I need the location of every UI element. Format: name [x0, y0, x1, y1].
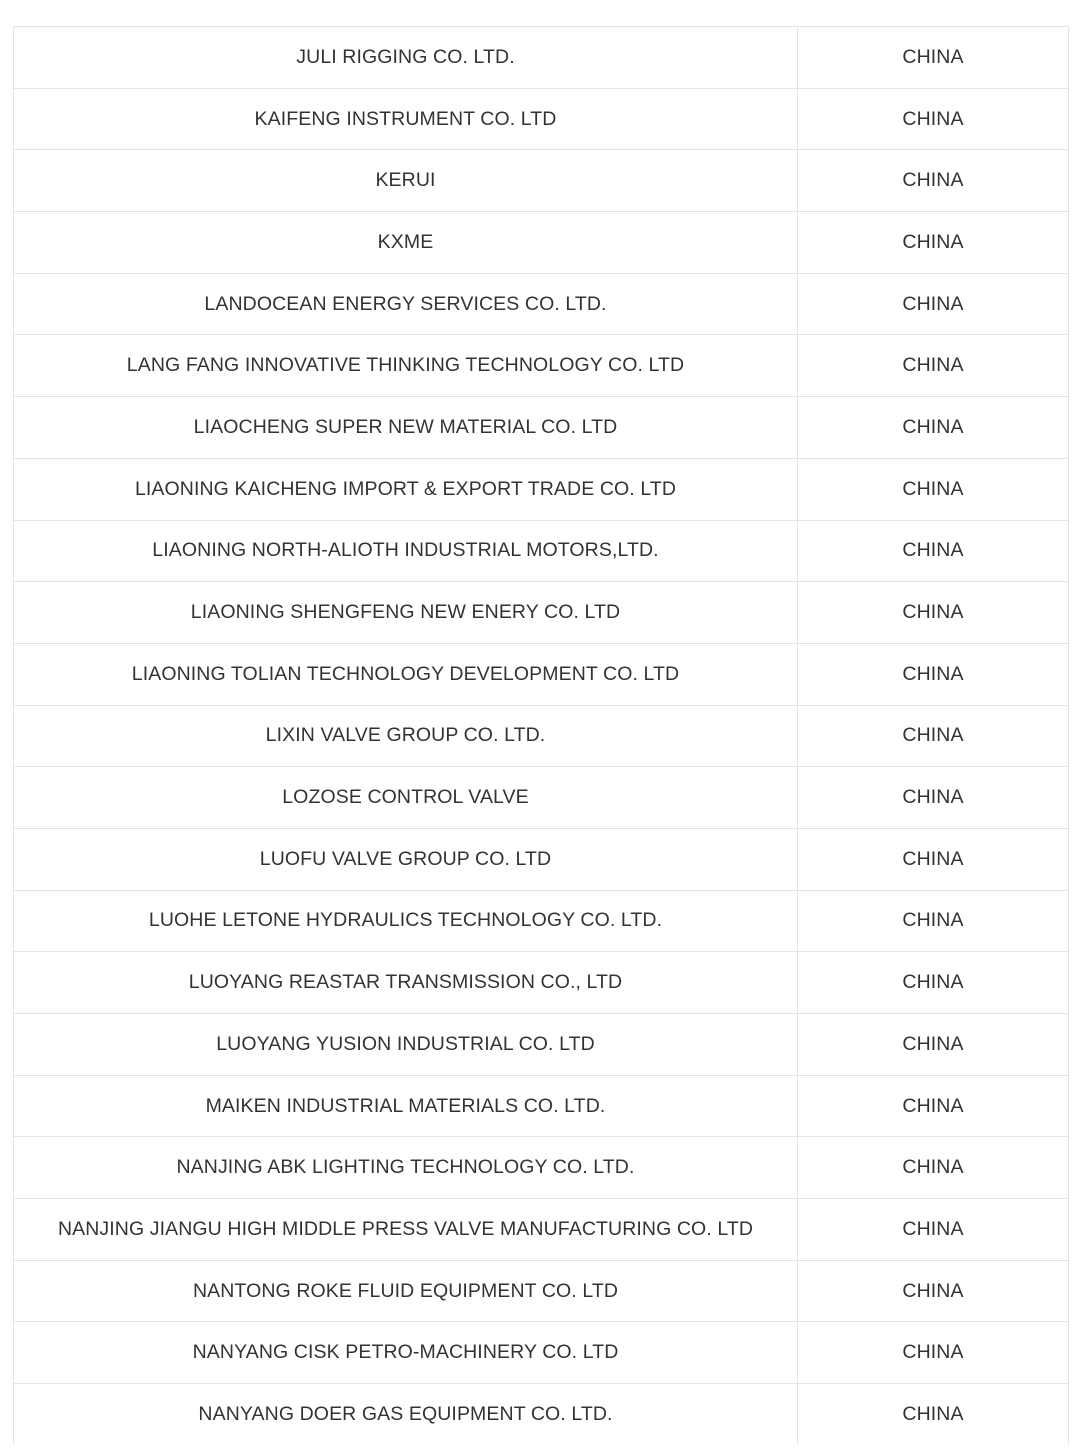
country-cell: CHINA	[798, 27, 1069, 89]
country-cell: CHINA	[798, 890, 1069, 952]
company-cell: LUOFU VALVE GROUP CO. LTD	[14, 828, 798, 890]
company-cell: NANYANG DOER GAS EQUIPMENT CO. LTD.	[14, 1384, 798, 1445]
table-row	[14, 1322, 1069, 1384]
table-row	[14, 1137, 1069, 1199]
company-cell: LANG FANG INNOVATIVE THINKING TECHNOLOGY CO. LTD	[14, 335, 798, 397]
table-row	[14, 1014, 1069, 1076]
table-row	[14, 952, 1069, 1014]
company-cell: MAIKEN INDUSTRIAL MATERIALS CO. LTD.	[14, 1075, 798, 1137]
country-cell: CHINA	[798, 1199, 1069, 1261]
company-cell: LIAOCHENG SUPER NEW MATERIAL CO. LTD	[14, 397, 798, 459]
company-cell: KERUI	[14, 150, 798, 212]
country-cell: CHINA	[798, 520, 1069, 582]
country-cell: CHINA	[798, 397, 1069, 459]
table-row	[14, 212, 1069, 274]
company-cell: LIAONING SHENGFENG NEW ENERY CO. LTD	[14, 582, 798, 644]
country-cell: CHINA	[798, 212, 1069, 274]
country-cell: CHINA	[798, 952, 1069, 1014]
table-row	[14, 705, 1069, 767]
table-row	[14, 273, 1069, 335]
country-cell: CHINA	[798, 1322, 1069, 1384]
country-cell: CHINA	[798, 335, 1069, 397]
company-cell: LANDOCEAN ENERGY SERVICES CO. LTD.	[14, 273, 798, 335]
company-cell: NANYANG CISK PETRO-MACHINERY CO. LTD	[14, 1322, 798, 1384]
table-row	[14, 582, 1069, 644]
company-table-container	[13, 26, 1068, 1445]
company-country-table	[13, 26, 1069, 1445]
table-row	[14, 520, 1069, 582]
table-row	[14, 150, 1069, 212]
table-row	[14, 88, 1069, 150]
company-cell: KXME	[14, 212, 798, 274]
table-row	[14, 643, 1069, 705]
table-row	[14, 828, 1069, 890]
table-row	[14, 1199, 1069, 1261]
country-cell: CHINA	[798, 150, 1069, 212]
table-row	[14, 767, 1069, 829]
table-row	[14, 1260, 1069, 1322]
country-cell: CHINA	[798, 1384, 1069, 1445]
country-cell: CHINA	[798, 1137, 1069, 1199]
company-cell: NANJING JIANGU HIGH MIDDLE PRESS VALVE MANUFACTURING CO. LTD	[14, 1199, 798, 1261]
country-cell: CHINA	[798, 88, 1069, 150]
country-cell: CHINA	[798, 1014, 1069, 1076]
country-cell: CHINA	[798, 1260, 1069, 1322]
table-row	[14, 1075, 1069, 1137]
company-cell: LIAONING TOLIAN TECHNOLOGY DEVELOPMENT CO. LTD	[14, 643, 798, 705]
table-row	[14, 890, 1069, 952]
company-cell: KAIFENG INSTRUMENT CO. LTD	[14, 88, 798, 150]
table-body	[14, 27, 1069, 1445]
country-cell: CHINA	[798, 643, 1069, 705]
country-cell: CHINA	[798, 705, 1069, 767]
country-cell: CHINA	[798, 767, 1069, 829]
company-cell: LIAONING KAICHENG IMPORT & EXPORT TRADE CO. LTD	[14, 458, 798, 520]
country-cell: CHINA	[798, 458, 1069, 520]
company-cell: LUOYANG REASTAR TRANSMISSION CO., LTD	[14, 952, 798, 1014]
table-row	[14, 458, 1069, 520]
company-cell: LIAONING NORTH-ALIOTH INDUSTRIAL MOTORS,LTD.	[14, 520, 798, 582]
company-cell: LIXIN VALVE GROUP CO. LTD.	[14, 705, 798, 767]
company-cell: LOZOSE CONTROL VALVE	[14, 767, 798, 829]
country-cell: CHINA	[798, 1075, 1069, 1137]
table-row	[14, 1384, 1069, 1445]
country-cell: CHINA	[798, 273, 1069, 335]
company-cell: JULI RIGGING CO. LTD.	[14, 27, 798, 89]
table-row	[14, 335, 1069, 397]
table-row	[14, 397, 1069, 459]
company-cell: LUOYANG YUSION INDUSTRIAL CO. LTD	[14, 1014, 798, 1076]
country-cell: CHINA	[798, 582, 1069, 644]
country-cell: CHINA	[798, 828, 1069, 890]
company-cell: NANTONG ROKE FLUID EQUIPMENT CO. LTD	[14, 1260, 798, 1322]
company-cell: LUOHE LETONE HYDRAULICS TECHNOLOGY CO. LTD.	[14, 890, 798, 952]
company-cell: NANJING ABK LIGHTING TECHNOLOGY CO. LTD.	[14, 1137, 798, 1199]
table-row	[14, 27, 1069, 89]
